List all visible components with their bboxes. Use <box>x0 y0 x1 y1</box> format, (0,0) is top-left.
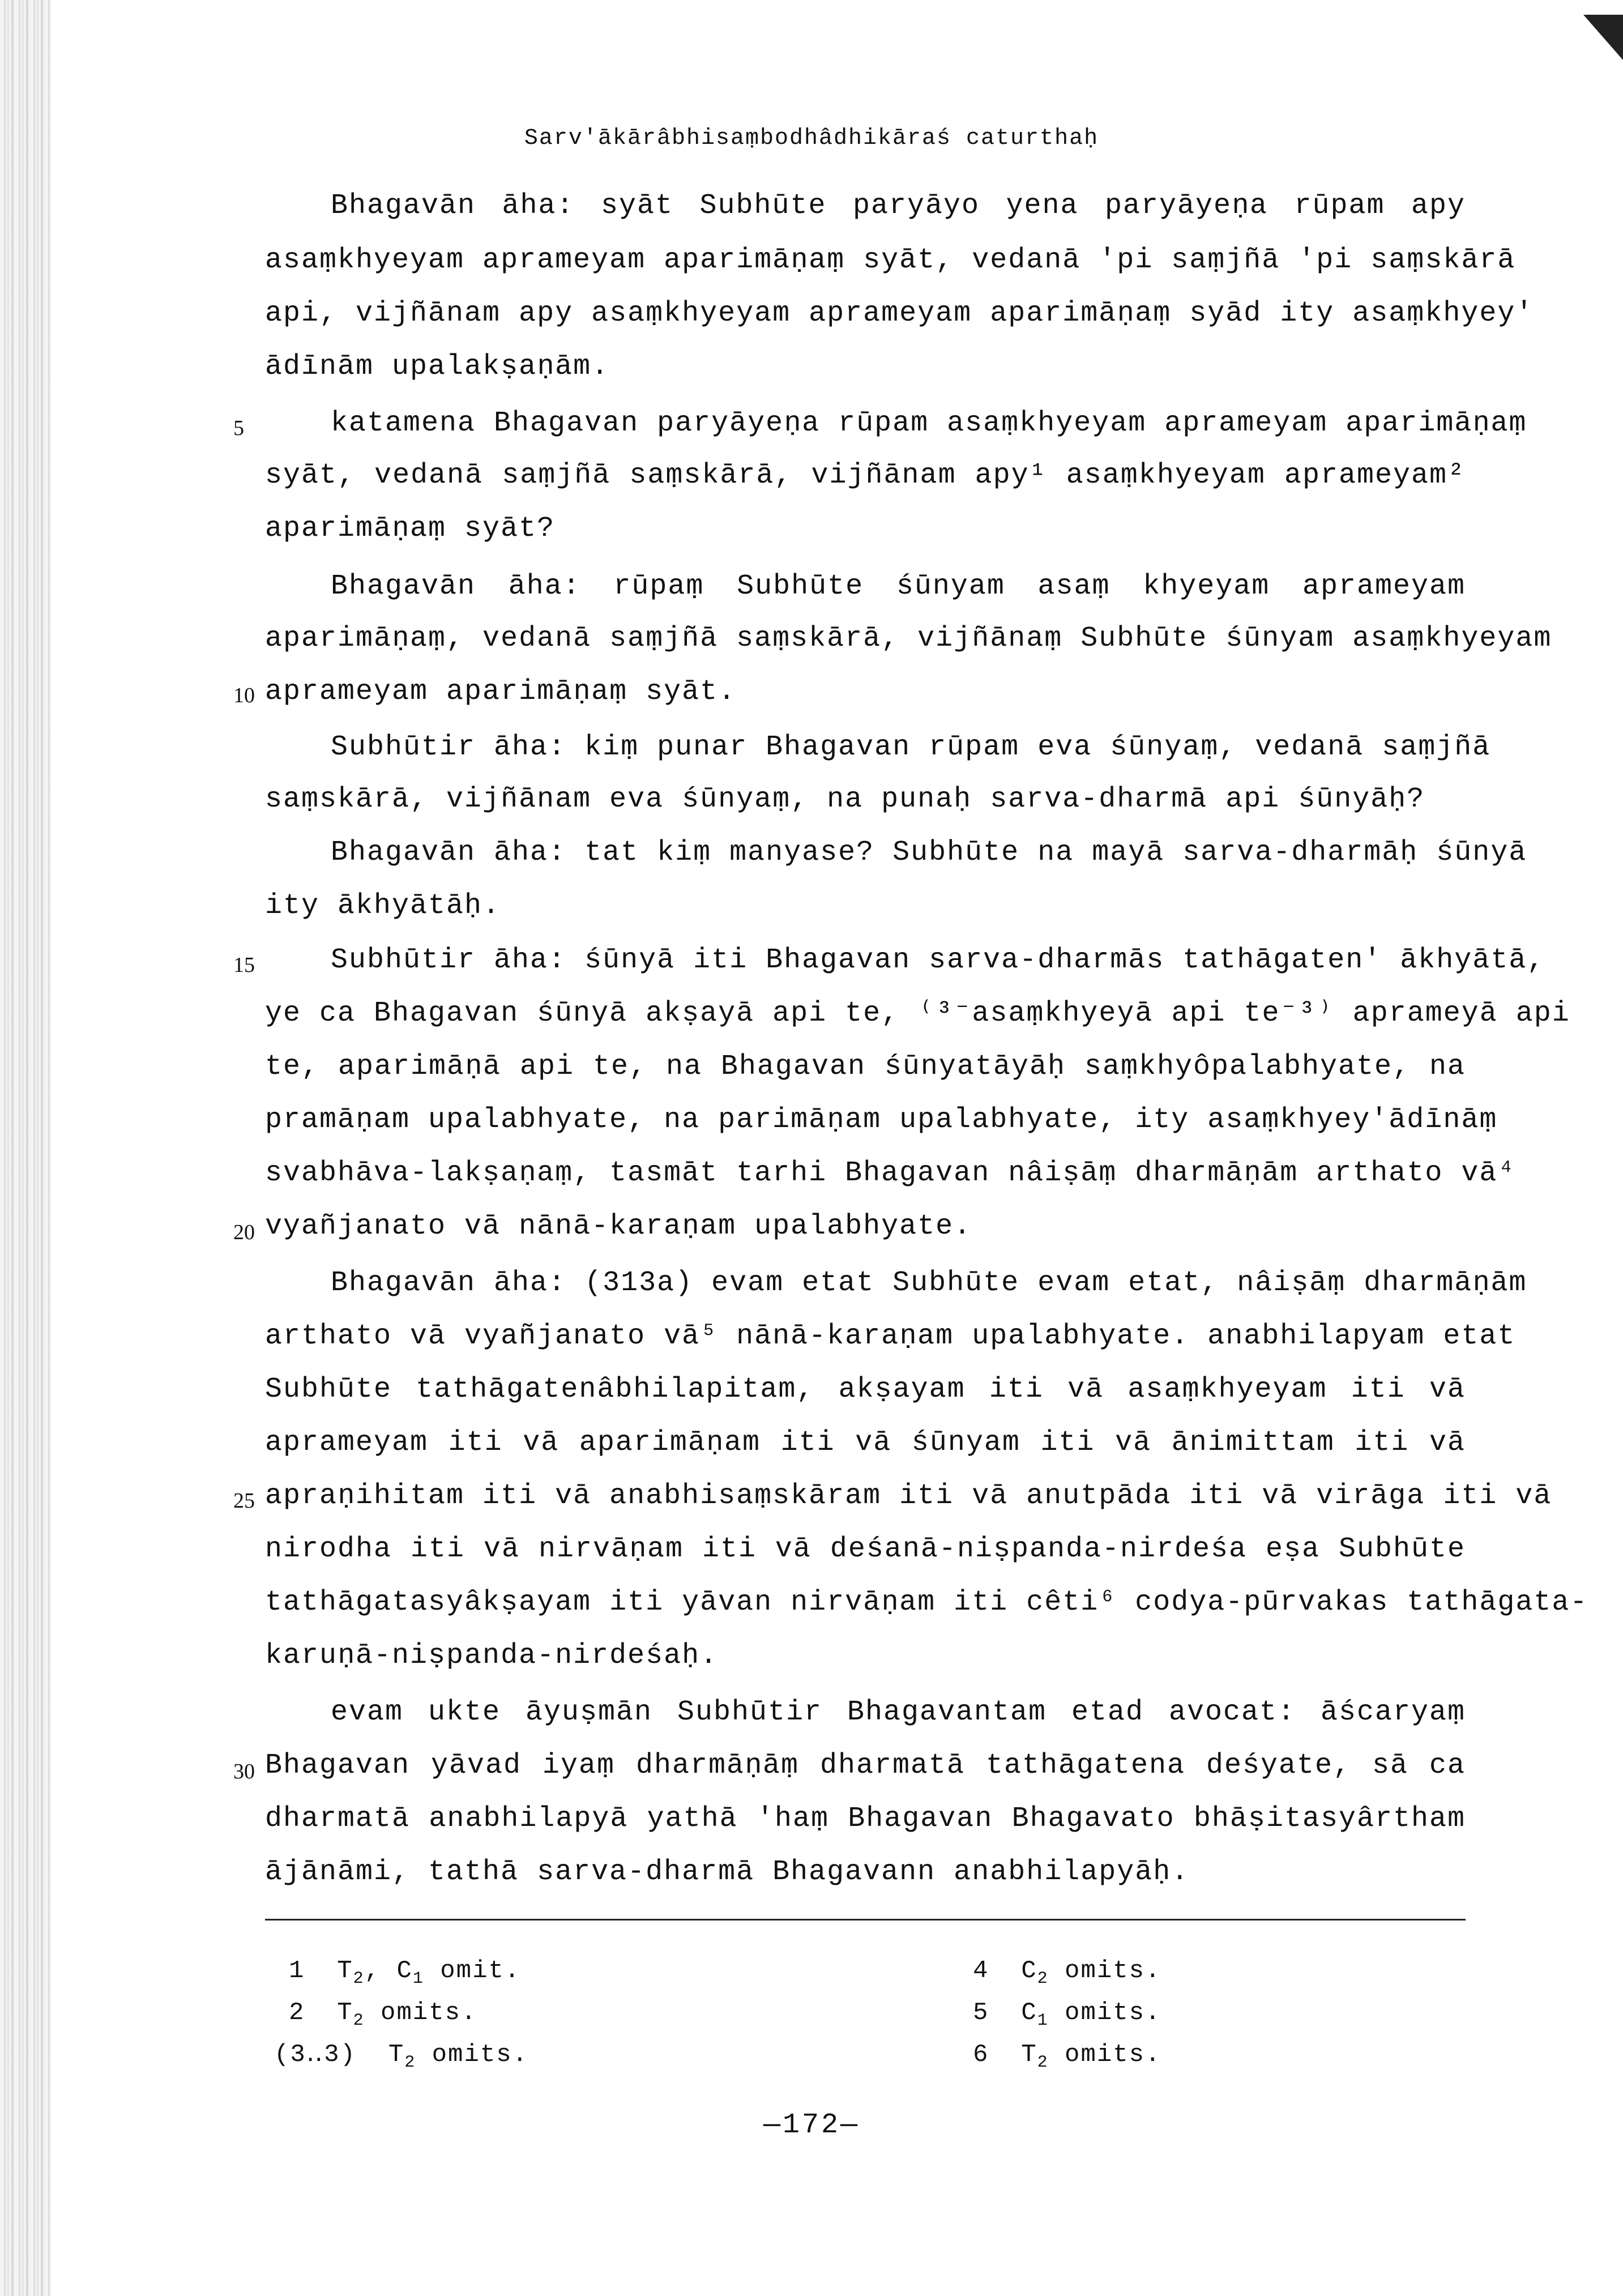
footnote-subscript: 2 <box>353 2011 365 2030</box>
text-line: ādīnām upalakṣaṇām. <box>265 351 610 383</box>
footnote <box>289 1955 520 1995</box>
text-line: evam ukte āyuṣmān Subhūtir Bhagavantam etad avocat: āścaryaṃ <box>331 1696 1466 1729</box>
text-line: svabhāva-lakṣaṇaṃ, tasmāt tarhi Bhagavan nâiṣāṃ dharmāṇām arthato vā⁴ <box>265 1157 1516 1189</box>
footnote-label: 5 <box>973 1999 989 2027</box>
footnote-siglum: T <box>337 1957 353 1985</box>
page-number: —172— <box>763 2109 860 2141</box>
footnote-subscript: 1 <box>412 1969 424 1988</box>
footnote-label: (3‥3) <box>274 2041 356 2069</box>
text-line: katamena Bhagavan paryāyeṇa rūpam asaṃkhyeyam aprameyam aparimāṇaṃ <box>331 407 1527 439</box>
footnote-siglum: T <box>1021 2041 1037 2069</box>
footnote <box>973 1955 1161 1995</box>
text-line: asaṃkhyeyam aprameyam aparimāṇaṃ syāt, vedanā 'pi saṃjñā 'pi saṃskārā <box>265 244 1516 276</box>
footnote-text: omits. <box>416 2041 529 2069</box>
text-line: saṃskārā, vijñānam eva śūnyaṃ, na punaḥ sarva-dharmā api śūnyāḥ? <box>265 783 1425 816</box>
line-number: 30 <box>233 1760 255 1783</box>
footnote-siglum: C <box>1021 1999 1037 2027</box>
text-line: nirodha iti vā nirvāṇam iti vā deśanā-niṣpanda-nirdeśa eṣa Subhūte <box>265 1533 1466 1565</box>
text-line: tathāgatasyâkṣayam iti yāvan nirvāṇam iti cêti⁶ codya-pūrvakas tathāgata- <box>265 1586 1588 1619</box>
text-line: aparimāṇaṃ, vedanā saṃjñā saṃskārā, vijñānaṃ Subhūte śūnyam asaṃkhyeyam <box>265 622 1552 655</box>
footnote-text: omit. <box>424 1957 521 1985</box>
footnote-text: omits. <box>1048 2041 1161 2069</box>
text-line: Subhūte tathāgatenâbhilapitam, akṣayam iti vā asaṃkhyeyam iti vā <box>265 1373 1466 1406</box>
text-line: Bhagavan yāvad iyaṃ dharmāṇāṃ dharmatā tathāgatena deśyate, sā ca <box>265 1749 1466 1782</box>
text-line: Subhūtir āha: kiṃ punar Bhagavan rūpam eva śūnyaṃ, vedanā saṃjñā <box>331 731 1491 763</box>
text-line: karuṇā-niṣpanda-nirdeśaḥ. <box>265 1640 719 1672</box>
footnote <box>973 2039 1161 2079</box>
footnote-text: omits. <box>364 1999 477 2027</box>
footnote-label: 1 <box>289 1957 305 1985</box>
line-number: 5 <box>233 416 244 440</box>
text-line: syāt, vedanā saṃjñā saṃskārā, vijñānam apy¹ asaṃkhyeyam aprameyam² <box>265 459 1466 492</box>
footnote-text: omits. <box>1048 1957 1161 1985</box>
line-number: 10 <box>233 684 255 707</box>
text-line: api, vijñānam apy asaṃkhyeyam aprameyam aparimāṇaṃ syād ity asaṃkhyey' <box>265 297 1534 330</box>
text-line: Subhūtir āha: śūnyā iti Bhagavan sarva-dharmās tathāgaten' ākhyātā, <box>331 944 1545 976</box>
line-number: 20 <box>233 1220 255 1244</box>
running-header: Sarv'ākārâbhisaṃbodhâdhikāraś caturthaḥ <box>524 126 1099 151</box>
text-line: te, aparimāṇā api te, na Bhagavan śūnyatāyāḥ saṃkhyôpalabhyate, na <box>265 1051 1466 1083</box>
text-line: apraṇihitam iti vā anabhisaṃskāram iti vā anutpāda iti vā virāga iti vā <box>265 1480 1552 1512</box>
text-line: aprameyam iti vā aparimāṇam iti vā śūnyam iti vā ānimittam iti vā <box>265 1427 1466 1459</box>
line-number: 15 <box>233 953 255 977</box>
footnote-rule <box>265 1919 1466 1921</box>
footnote-text: omits. <box>1048 1999 1161 2027</box>
footnote-label: 2 <box>289 1999 305 2027</box>
text-line: ity ākhyātāḥ. <box>265 890 501 922</box>
footnote-subscript: 1 <box>1037 2011 1049 2030</box>
footnote-subscript: 2 <box>353 1969 365 1988</box>
footnote <box>274 2039 528 2079</box>
text-line: Bhagavān āha: tat kiṃ manyase? Subhūte na mayā sarva-dharmāḥ śūnyā <box>331 837 1527 869</box>
text-line: aparimāṇaṃ syāt? <box>265 513 556 545</box>
text-line: ājānāmi, tathā sarva-dharmā Bhagavann anabhilapyāḥ. <box>265 1856 1190 1888</box>
line-number: 25 <box>233 1489 255 1513</box>
footnote-siglum: , C <box>364 1957 413 1985</box>
footnote-siglum: C <box>1021 1957 1037 1985</box>
footnote-label: 6 <box>973 2041 989 2069</box>
text-line: ye ca Bhagavan śūnyā akṣayā api te, ⁽³⁻asaṃkhyeyā api te⁻³⁾ aprameyā api <box>265 997 1570 1030</box>
footnote-subscript: 2 <box>1037 2052 1049 2072</box>
footnote-subscript: 2 <box>404 2052 416 2072</box>
footnote-siglum: T <box>337 1999 353 2027</box>
text-line: Bhagavān āha: syāt Subhūte paryāyo yena paryāyeṇa rūpam apy <box>331 190 1466 222</box>
footnote-subscript: 2 <box>1037 1969 1049 1988</box>
text-line: dharmatā anabhilapyā yathā 'haṃ Bhagavan Bhagavato bhāṣitasyârtham <box>265 1803 1466 1835</box>
text-line: vyañjanato vā nānā-karaṇam upalabhyate. <box>265 1210 972 1243</box>
text-line: Bhagavān āha: rūpaṃ Subhūte śūnyam asaṃ khyeyam aprameyam <box>331 570 1466 603</box>
footnote <box>973 1997 1161 2037</box>
text-line: pramāṇam upalabhyate, na parimāṇam upalabhyate, ity asaṃkhyey'ādīnāṃ <box>265 1104 1498 1136</box>
text-line: Bhagavān āha: (313a) evam etat Subhūte evam etat, nâiṣāṃ dharmāṇām <box>331 1267 1527 1299</box>
footnote-siglum: T <box>388 2041 405 2069</box>
footnote <box>289 1997 477 2037</box>
text-line: arthato vā vyañjanato vā⁵ nānā-karaṇam upalabhyate. anabhilapyam etat <box>265 1320 1516 1352</box>
footnote-label: 4 <box>973 1957 989 1985</box>
text-line: aprameyam aparimāṇaṃ syāt. <box>265 676 737 708</box>
